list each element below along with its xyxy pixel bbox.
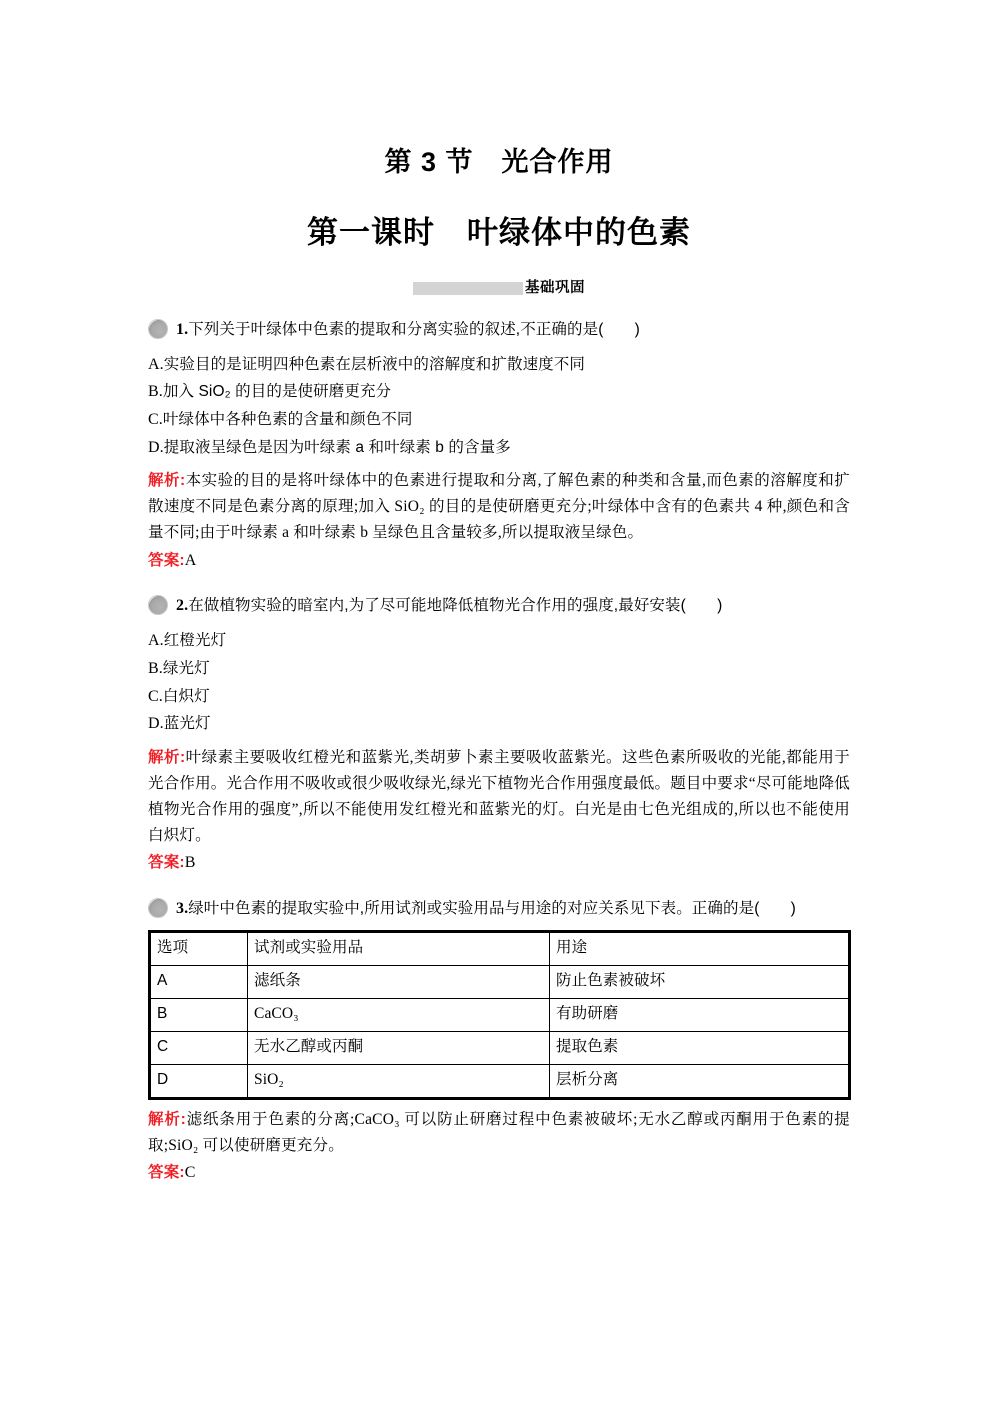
question-block-3 — [148, 897, 850, 1187]
analysis-3 — [148, 1107, 850, 1159]
table-cell-option: B — [150, 998, 248, 1031]
answer-label: 答案: — [148, 1163, 185, 1181]
table-header-cell-option: 选项 — [150, 931, 248, 965]
option-text: 红橙光灯 — [163, 632, 227, 650]
option-text: 提取液呈绿色是因为叶绿素 a 和叶绿素 b 的含量多 — [163, 438, 511, 456]
option-2c[interactable] — [148, 683, 850, 711]
option-letter: C. — [148, 687, 163, 705]
table-cell-option: C — [150, 1031, 248, 1064]
analysis-2 — [148, 745, 850, 849]
option-letter: B. — [148, 383, 163, 401]
option-1a[interactable] — [148, 351, 850, 379]
question-number-2: 2. — [176, 597, 189, 615]
table-header-cell-usage: 用途 — [550, 931, 850, 965]
option-1c[interactable] — [148, 406, 850, 434]
answer-label: 答案: — [148, 551, 185, 569]
table-cell-usage: 层析分离 — [550, 1064, 850, 1098]
analysis-label: 解析: — [148, 748, 186, 766]
analysis-label: 解析: — [148, 472, 186, 490]
option-2b[interactable] — [148, 655, 850, 683]
question-bullet-icon — [148, 898, 168, 918]
table-cell-reagent: CaCO₃ — [248, 998, 550, 1031]
section-band-label: 基础巩固 — [525, 279, 585, 296]
option-letter: A. — [148, 355, 164, 373]
analysis-text: 叶绿素主要吸收红橙光和蓝紫光,类胡萝卜素主要吸收蓝紫光。这些色素所吸收的光能,都能用于光合作用。光合作用不吸收或很少吸收绿光,绿光下植物光合作用强度最低。题目中要求“尽可能地降低植物光合作用的强度”,所以不能使用发红橙光和蓝紫光的灯。白光是由七色光组成的,所以也不能使用白炽灯。 — [148, 748, 850, 844]
question-text-3: 绿叶中色素的提取实验中,所用试剂或实验用品与用途的对应关系见下表。正确的是( ) — [188, 899, 796, 917]
question-stem-2 — [148, 594, 850, 619]
answer-value: B — [184, 853, 196, 871]
question-bullet-icon — [148, 319, 168, 339]
option-2a[interactable] — [148, 627, 850, 655]
analysis-text: 滤纸条用于色素的分离;CaCO₃ 可以防止研磨过程中色素被破坏;无水乙醇或丙酮用于色素的提取;SiO₂ 可以使研磨更充分。 — [148, 1110, 850, 1154]
answer-2 — [148, 850, 850, 877]
table-cell-reagent: SiO₂ — [248, 1064, 550, 1098]
option-letter: D. — [148, 438, 164, 456]
question-options-2 — [148, 627, 850, 738]
table-cell-reagent: 滤纸条 — [248, 965, 550, 998]
answer-3 — [148, 1160, 850, 1187]
answer-value: C — [184, 1163, 196, 1181]
question-block-2 — [148, 594, 850, 876]
table-cell-usage: 提取色素 — [550, 1031, 850, 1064]
table-row — [150, 965, 850, 998]
table-row — [150, 1031, 850, 1064]
table-row — [150, 998, 850, 1031]
option-1b[interactable] — [148, 378, 850, 406]
table-row — [150, 1064, 850, 1098]
question-stem-1 — [148, 318, 850, 343]
section-band-bar — [413, 282, 523, 295]
question-bullet-icon — [148, 595, 168, 615]
analysis-label: 解析: — [148, 1110, 187, 1128]
question-block-1 — [148, 318, 850, 574]
option-1d[interactable] — [148, 434, 850, 462]
answer-value: A — [184, 551, 197, 569]
table-cell-option: A — [150, 965, 248, 998]
table-header-row — [150, 931, 850, 965]
question-text-2: 在做植物实验的暗室内,为了尽可能地降低植物光合作用的强度,最好安装( ) — [188, 597, 723, 615]
option-letter: B. — [148, 659, 163, 677]
option-text: 白炽灯 — [162, 687, 210, 705]
answer-1 — [148, 548, 850, 575]
option-text: 绿光灯 — [162, 659, 210, 677]
chapter-title: 第 3 节 光合作用 — [384, 147, 614, 177]
table-cell-option: D — [150, 1064, 248, 1098]
table-cell-usage: 有助研磨 — [550, 998, 850, 1031]
option-letter: D. — [148, 715, 164, 733]
answer-label: 答案: — [148, 853, 185, 871]
option-letter: C. — [148, 411, 163, 429]
lesson-title: 第一课时 叶绿体中的色素 — [307, 215, 691, 250]
option-text: 加入 SiO₂ 的目的是使研磨更充分 — [162, 383, 392, 401]
option-text: 蓝光灯 — [163, 715, 211, 733]
table-header-cell-reagent: 试剂或实验用品 — [248, 931, 550, 965]
option-letter: A. — [148, 632, 164, 650]
option-text: 叶绿体中各种色素的含量和颜色不同 — [162, 411, 413, 429]
analysis-text: 本实验的目的是将叶绿体中的色素进行提取和分离,了解色素的种类和含量,而色素的溶解度和扩散速度不同是色素分离的原理;加入 SiO₂ 的目的是使研磨更充分;叶绿体中含有的色素共 4 种,颜色和含量不同;由于叶绿素 a 和叶绿素 b 呈绿色且含量较多,所以提取液呈绿色。 — [148, 472, 850, 542]
question-number-1: 1. — [176, 321, 189, 338]
section-band — [148, 278, 850, 298]
analysis-1 — [148, 468, 850, 546]
question-number-3: 3. — [176, 899, 189, 917]
reagent-usage-table — [148, 930, 851, 1100]
option-text: 实验目的是证明四种色素在层析液中的溶解度和扩散速度不同 — [163, 355, 585, 373]
option-2d[interactable] — [148, 710, 850, 738]
table-cell-usage: 防止色素被破坏 — [550, 965, 850, 998]
question-options-1 — [148, 351, 850, 462]
question-stem-3 — [148, 897, 850, 922]
table-cell-reagent: 无水乙醇或丙酮 — [248, 1031, 550, 1064]
question-text-1: 下列关于叶绿体中色素的提取和分离实验的叙述,不正确的是( ) — [188, 321, 640, 338]
